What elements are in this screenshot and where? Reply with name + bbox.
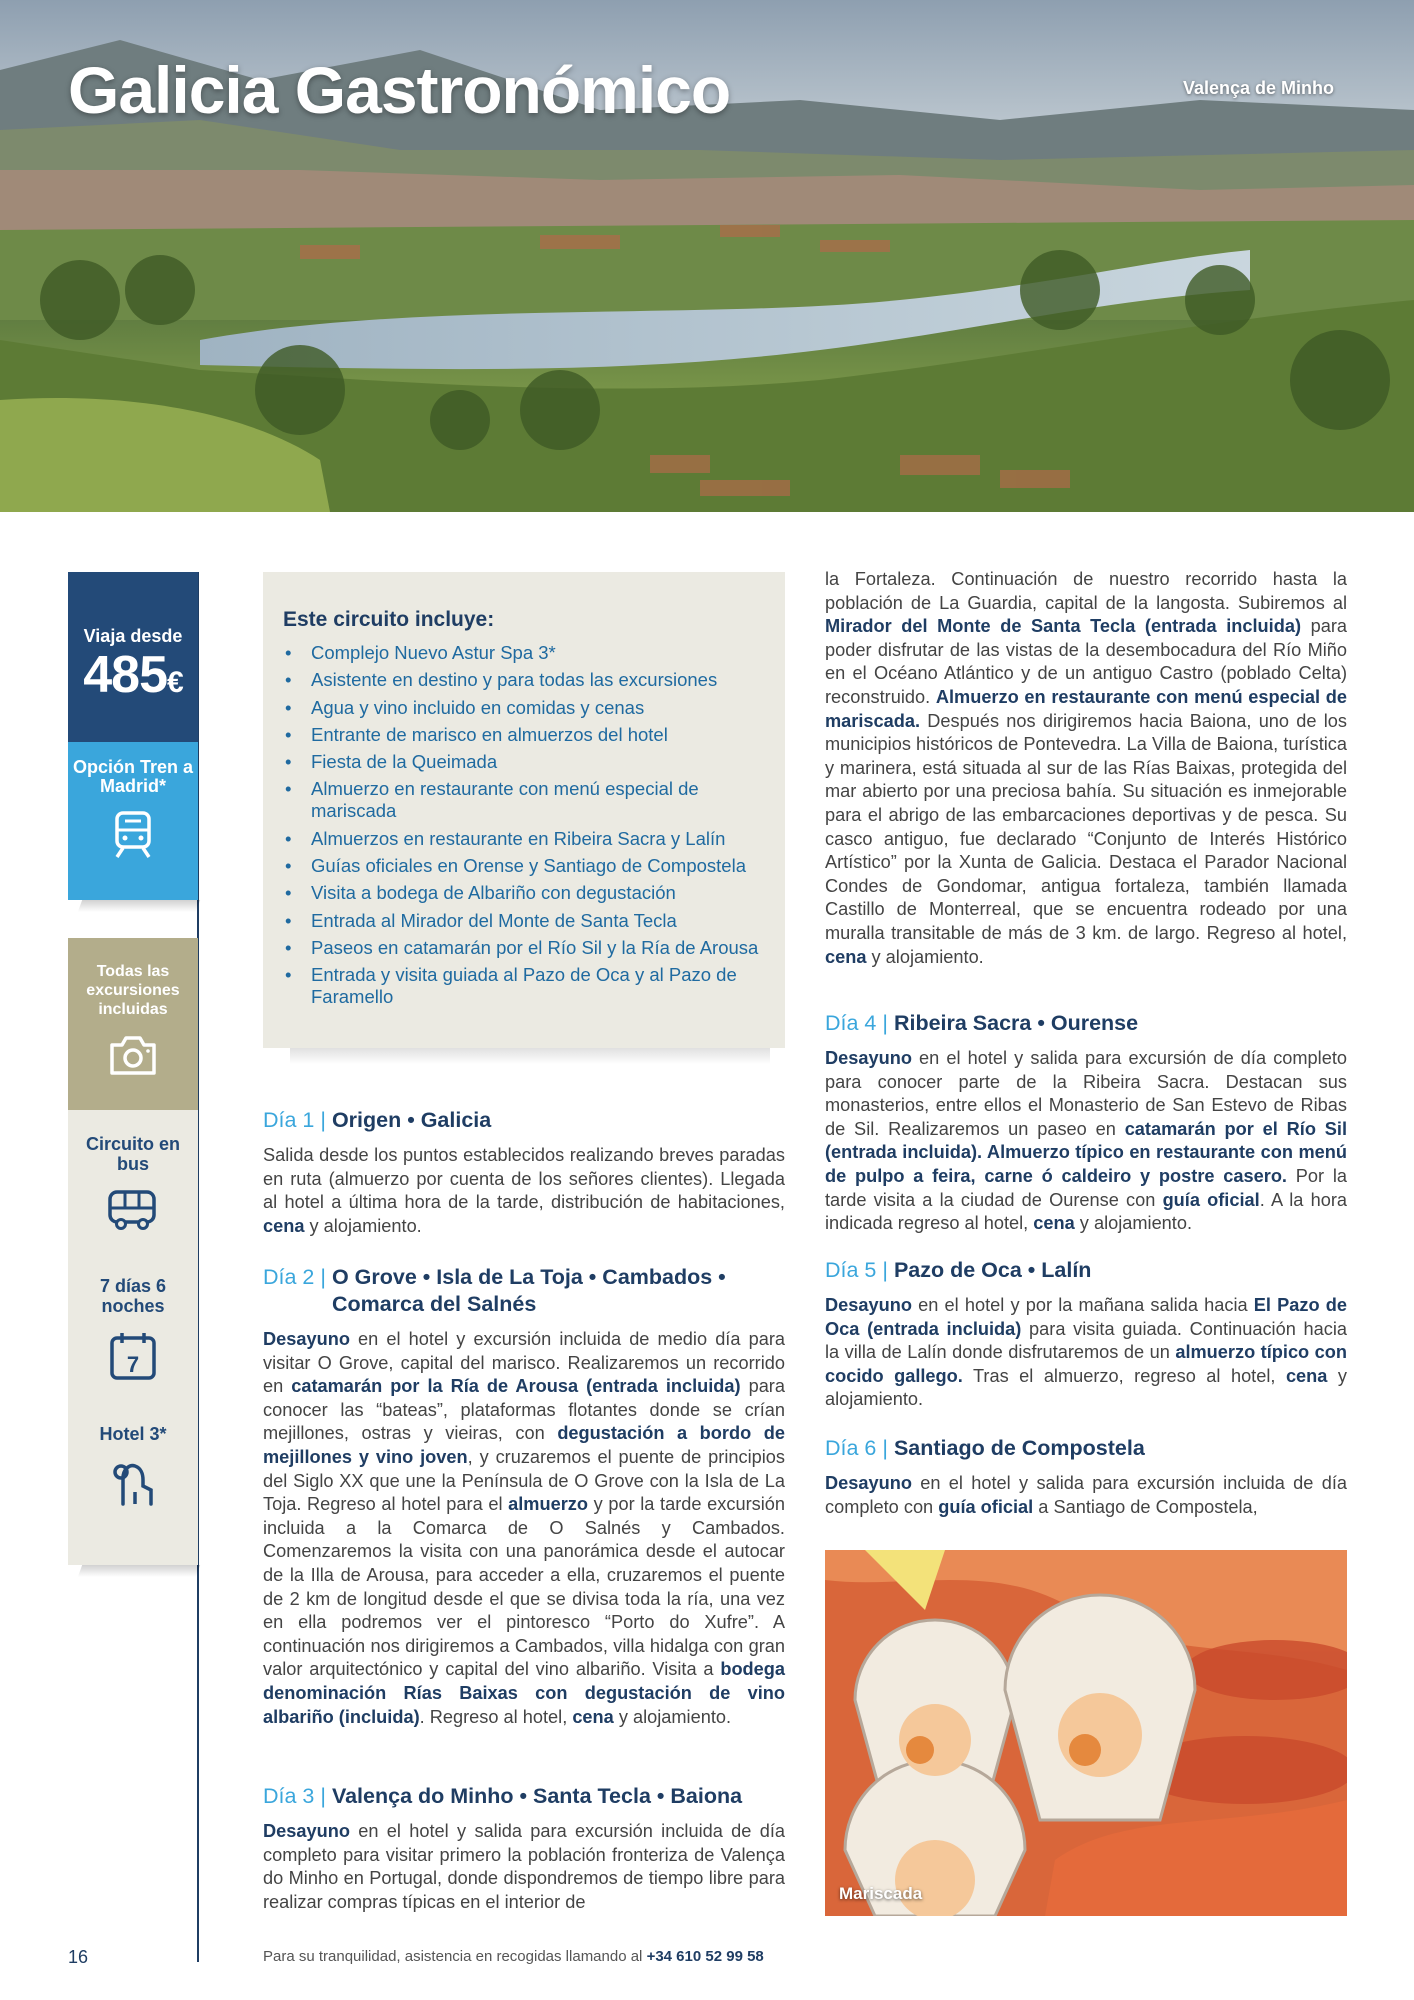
excursions-label: Todas las excursiones incluidas <box>86 963 180 1018</box>
day-5-description: Desayuno en el hotel y por la mañana salida hacia El Pazo de Oca (entrada incluida) para visita guiada. Continuación hacia la villa de Lalín donde disfrutaremos de un almuerzo típico con cocido gallego. Tras el almuerzo, regreso al hotel, cena y alojamiento. <box>825 1295 1348 1410</box>
bold-text: almuerzo típico con cocido gallego. <box>825 1342 1347 1386</box>
day-1-section <box>263 1107 785 1238</box>
photo-caption: Mariscada <box>839 1884 923 1903</box>
day-6-description: Desayuno en el hotel y salida para excursión incluida de día completo con guía oficial a Santiago de Compostela, <box>825 1473 1347 1517</box>
duration-label: 7 días 6 noches <box>99 1276 167 1316</box>
day-5-section <box>825 1257 1347 1412</box>
price-amount: 485 <box>83 646 168 704</box>
includes-item: • Entrada al Mirador del Monte de Santa Tecla <box>283 910 773 932</box>
day-3-section <box>263 1783 785 1914</box>
badge-shadow <box>78 900 200 912</box>
bold-text: almuerzo <box>508 1494 588 1515</box>
includes-item: • Fiesta de la Queimada <box>283 751 773 773</box>
includes-item: • Entrada y visita guiada al Pazo de Oca y al Pazo de Faramello <box>283 964 773 1008</box>
bold-text: cena <box>1285 1365 1328 1386</box>
train-icon <box>111 810 155 860</box>
bold-text: bodega denominación Rías Baixas con degustación de vino albariño (incluida) <box>263 1659 785 1727</box>
circuit-includes-box <box>263 572 785 1048</box>
page-title: Galicia Gastronómico <box>68 53 731 127</box>
includes-item: • Entrante de marisco en almuerzos del hotel <box>283 724 773 746</box>
bold-text: guía oficial <box>938 1496 1034 1517</box>
calendar-icon <box>108 1330 158 1382</box>
price-value <box>68 647 198 711</box>
bold-text: cena <box>263 1215 305 1236</box>
bold-text: guía oficial <box>1162 1189 1260 1210</box>
seafood-image <box>825 1550 1347 1916</box>
day-3-title: Valença do Minho • Santa Tecla • Baiona <box>331 1784 743 1808</box>
includes-item: • Complejo Nuevo Astur Spa 3* <box>283 642 773 664</box>
day-1-number: Día 1 | <box>263 1108 326 1132</box>
bus-icon <box>107 1188 159 1232</box>
bold-text: cena <box>1033 1213 1075 1234</box>
day-4-description: Desayuno en el hotel y salida para excursión de día completo para conocer parte de la Ribeira Sacra. Destacan sus monasterios, entre ellos el Monasterio de San Estevo de Ribas de Sil. Realizaremos un paseo en catamarán por el Río Sil (entrada incluida). Almuerzo típico en restaurante con menú de pulpo a feira, carne ó caldeiro y postre casero. Por la tarde visita a la ciudad de Ourense con guía oficial. A la hora indicada regreso al hotel, cena y alojamiento. <box>825 1048 1348 1234</box>
day-1-title: Origen • Galicia <box>331 1108 492 1132</box>
bold-text: Desayuno <box>825 1295 912 1315</box>
day-2-number: Día 2 | <box>263 1265 326 1289</box>
day-5-title: Pazo de Oca • Lalín <box>893 1258 1092 1282</box>
bold-text: Almuerzo en restaurante con menú especial de mariscada. <box>825 686 1348 731</box>
bus-label: Circuito en bus <box>85 1134 180 1174</box>
footer-note-text: Para su tranquilidad, asistencia en recogidas llamando al <box>263 1948 647 1965</box>
includes-item: • Visita a bodega de Albariño con degustación <box>283 882 773 904</box>
day-5-heading <box>825 1257 1347 1284</box>
bold-text: Desayuno <box>263 1329 350 1349</box>
includes-item: • Almuerzo en restaurante con menú especial de mariscada <box>283 778 773 822</box>
seafood-photo <box>825 1550 1347 1916</box>
hotel-label: Hotel 3* <box>99 1424 167 1444</box>
camera-icon <box>108 1033 158 1077</box>
bold-text: cena <box>572 1706 614 1727</box>
day-6-number: Día 6 | <box>825 1436 888 1460</box>
train-option-badge <box>68 742 198 900</box>
page-number: 16 <box>68 1947 89 1967</box>
price-label: Viaja desde <box>83 626 183 646</box>
bold-text: Mirador del Monte de Santa Tecla (entrada incluida) <box>825 616 1302 637</box>
bold-text: El Pazo de Oca (entrada incluida) <box>825 1295 1347 1339</box>
day-2-section <box>263 1264 785 1729</box>
day-3-heading <box>263 1783 785 1810</box>
calendar-number: 7 <box>126 1352 140 1377</box>
day-1-heading <box>263 1107 785 1134</box>
includes-item: • Almuerzos en restaurante en Ribeira Sacra y Lalín <box>283 828 773 850</box>
footer-note <box>263 1948 764 1965</box>
hero-banner <box>0 0 1414 512</box>
photo-location-caption: Valença de Minho <box>1182 78 1334 98</box>
price-currency: € <box>167 666 183 699</box>
includes-item: • Paseos en catamarán por el Río Sil y la Ría de Arousa <box>283 937 773 959</box>
bold-text: cena <box>825 946 867 967</box>
includes-item: • Asistente en destino y para todas las excursiones <box>283 669 773 691</box>
day-2-title: O Grove • Isla de La Toja • Cambados • Comarca del Salnés <box>331 1265 726 1316</box>
bold-text: Desayuno <box>263 1821 350 1841</box>
day-6-section <box>825 1435 1347 1519</box>
price-badge <box>68 572 198 742</box>
day-4-number: Día 4 | <box>825 1011 888 1035</box>
day-4-section <box>825 1010 1347 1236</box>
includes-list <box>283 642 773 1014</box>
bold-text: catamarán por la Ría de Arousa (entrada incluida) <box>291 1376 741 1397</box>
footer-phone: +34 610 52 99 58 <box>646 1948 764 1965</box>
trip-details-panel <box>68 1110 198 1565</box>
day-6-heading <box>825 1435 1347 1462</box>
panel-shadow <box>78 1565 200 1577</box>
hotel-icon <box>109 1458 157 1506</box>
bold-text: degustación a bordo de mejillones y vino joven <box>263 1423 785 1467</box>
bold-text: catamarán por el Río Sil (entrada incluida). Almuerzo típico en restaurante con menú de pulpo a feira, carne ó caldeiro y postre casero. <box>825 1118 1348 1186</box>
train-option-label: Opción Tren a Madrid* <box>72 757 194 796</box>
day-2-description: Desayuno en el hotel y excursión incluida de medio día para visitar O Grove, capital del marisco. Realizaremos un recorrido en catamarán por la Ría de Arousa (entrada incluida) para conocer las “bateas”, plataformas flotantes donde se crían mejillones, ostras y vieiras, con degustación a bordo de mejillones y vino joven, y cruzaremos el puente de principios del Siglo XX que une la Península de O Grove con la Isla de La Toja. Regreso al hotel para el almuerzo y por la tarde excursión incluida a la Comarca de O Salnés y Cambados. Comenzaremos la visita con una panorámica desde el autocar de la Illa de Arousa, para acceder a ella, cruzaremos el puente de 2 km de longitud desde el que se divisa toda la ría, una vez en ella podremos ver el pintoresco “Porto do Xufre”. A continuación nos dirigiremos a Cambados, villa hidalga con gran valor arquitectónico y capital del vino albariño. Visita a bodega denominación Rías Baixas con degustación de vino albariño (incluida). Regreso al hotel, cena y alojamiento. <box>263 1329 785 1727</box>
bold-text: Desayuno <box>825 1048 912 1068</box>
excursions-badge <box>68 938 198 1110</box>
includes-box-shadow <box>290 1048 770 1064</box>
bold-text: Desayuno <box>825 1473 912 1493</box>
day-3-description: Desayuno en el hotel y salida para excursión incluida de día completo para visitar primero la población fronteriza de Valença do Minho en Portugal, donde dispondremos de tiempo libre para realizar compras típicas en el interior de <box>263 1821 785 1912</box>
day-4-heading <box>825 1010 1347 1037</box>
day-3-continuation: la Fortaleza. Continuación de nuestro recorrido hasta la población de La Guardia, capital de la langosta. Subiremos al Mirador del Monte de Santa Tecla (entrada incluida) para poder disfrutar de las vistas de la desembocadura del Río Miño en el Océano Atlántico y de un antiguo Castro (poblado Celta) reconstruido. Almuerzo en restaurante con menú especial de mariscada. Después nos dirigiremos hacia Baiona, uno de los municipios históricos de Pontevedra. La Villa de Baiona, turística y marinera, está situada al sur de las Rías Baixas, protegida del mar abierto por una preciosa bahía. Su situación es inmejorable para el abrigo de las embarcaciones deportivas y de pesca. Su casco antiguo, fue declarado “Conjunto de Interés Histórico Artístico” por la Xunta de Galicia. Destaca el Parador Nacional Condes de Gondomar, antigua fortaleza, también llamada Castillo de Monterreal, que se encuentra rodeado por una muralla transitable de más de 3 km. de largo. Regreso al hotel, cena y alojamiento. <box>825 569 1348 967</box>
includes-item: • Guías oficiales en Orense y Santiago de Compostela <box>283 855 773 877</box>
day-2-heading <box>263 1264 785 1318</box>
day-5-number: Día 5 | <box>825 1258 888 1282</box>
includes-item: • Agua y vino incluido en comidas y cenas <box>283 697 773 719</box>
day-3-number: Día 3 | <box>263 1784 326 1808</box>
day-4-title: Ribeira Sacra • Ourense <box>893 1011 1139 1035</box>
includes-title: Este circuito incluye: <box>283 608 495 631</box>
day-1-description: Salida desde los puntos establecidos realizando breves paradas en ruta (almuerzo por cuenta de los señores clientes). Llegada al hotel a última hora de la tarde, distribución de habitaciones, cena y alojamiento. <box>263 1145 785 1236</box>
day-6-title: Santiago de Compostela <box>893 1436 1145 1460</box>
